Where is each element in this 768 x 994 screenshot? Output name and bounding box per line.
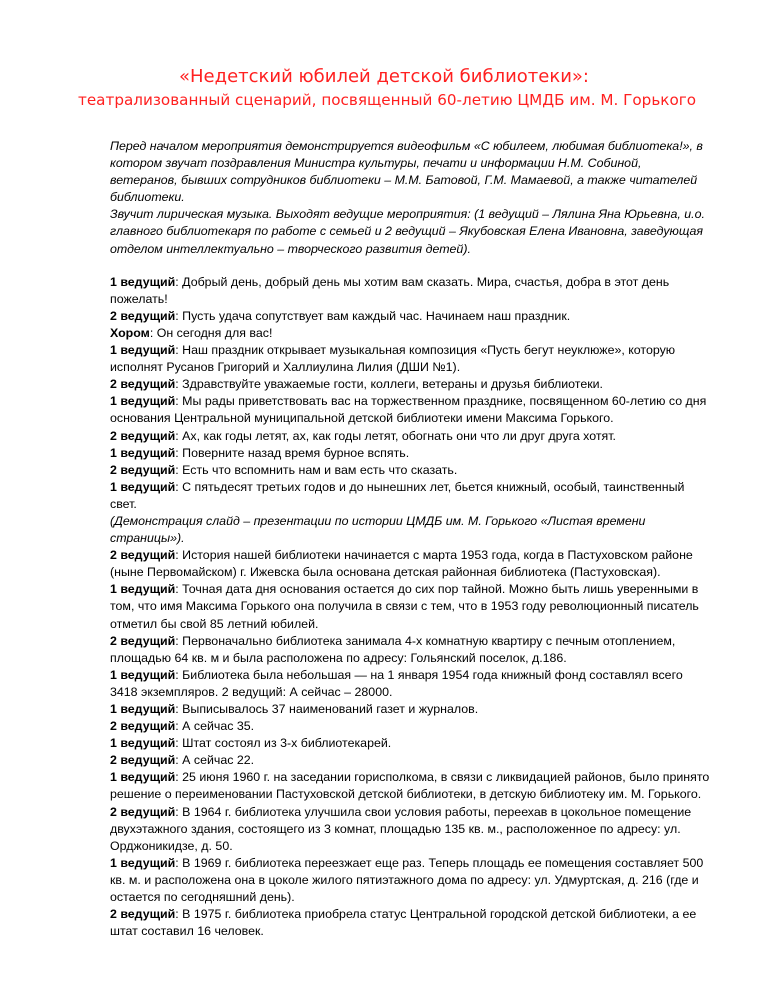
speaker-name: 1 ведущий: [110, 274, 176, 289]
speaker-name: 1 ведущий: [110, 702, 176, 716]
dialogue-line: [110, 428, 710, 445]
dialogue-line: [110, 376, 710, 393]
speaker-name: 2 ведущий: [110, 462, 176, 477]
dialogue-text: : Наш праздник открывает музыкальная композиция «Пусть бегут неуклюже», которую исполнят Русанов Григорий и Халлиулина Лилия (ДШИ №1).: [110, 343, 676, 375]
dialogue-text: : А сейчас 22.: [175, 753, 255, 768]
dialogue-text: : Он сегодня для вас!: [149, 325, 273, 340]
dialogue-line: [110, 769, 710, 803]
speaker-name: 2 ведущий: [110, 719, 176, 734]
dialogue-text: : Библиотека была небольшая — на 1 января 1954 года книжный фонд составлял всего 3418 экземпляров. 2 ведущий: А сейчас – 28000.: [110, 667, 683, 699]
document-subtitle: театрализованный сценарий, посвященный 60-летию ЦМДБ им. М. Горького: [77, 91, 697, 109]
dialogue-text: : А сейчас 35.: [175, 719, 255, 734]
speaker-name: 2 ведущий: [110, 548, 176, 563]
speaker-name: 2 ведущий: [110, 753, 176, 768]
dialogue-line: [110, 479, 710, 513]
speaker-name: 1 ведущий: [110, 855, 176, 870]
speaker-name: 2 ведущий: [110, 633, 176, 648]
dialogue-line: [110, 325, 710, 342]
dialogue-text: : 25 июня 1960 г. на заседании горисполкома, в связи с ликвидацией районов, было принято решение о переименовании Пастуховской детской библиотеки, в детскую библиотеку им. М. Горького.: [110, 770, 710, 802]
dialogue-text: : Здравствуйте уважаемые гости, коллеги, ветераны и друзья библиотеки.: [175, 377, 603, 392]
dialogue-line: [110, 804, 710, 855]
speaker-name: 1 ведущий: [110, 445, 176, 460]
dialogue-line: [110, 906, 710, 940]
dialogue-line: [110, 308, 710, 325]
intro-paragraph: Перед началом мероприятия демонстрируется видеофильм «С юбилеем, любимая библиотека!», в котором звучат поздравления Министра культуры, печати и информации Н.М. Собиной, ветеранов, бывших сотрудников библиотеки – М.М. Батовой, Г.М. Мамаевой, а также читателей библиотеки.: [110, 139, 703, 205]
dialogue-line: [110, 633, 710, 667]
dialogue-text: : Первоначально библиотека занимала 4-х комнатную квартиру с печным отоплением, площадью 64 кв. м и была расположена по адресу: Гольянский поселок, д.186.: [110, 633, 676, 665]
dialogue-line: [110, 701, 710, 718]
dialogue-line: [110, 462, 710, 479]
speaker-name: 2 ведущий: [110, 907, 176, 922]
dialogue-text: : История нашей библиотеки начинается с марта 1953 года, когда в Пастуховском районе (ныне Первомайском) г. Ижевска была основана детская районная библиотека (Пастуховская).: [110, 548, 693, 580]
dialogue-text: : Точная дата дня основания остается до сих пор тайной. Можно быть лишь уверенными в том, что имя Максима Горького она получила в связи с тем, что в 1953 году революционный писатель отметил бы свой 85 летний юбилей.: [110, 582, 699, 631]
dialogue-text: : Ах, как годы летят, ах, как годы летят, обогнать они что ли друг друга хотят.: [175, 428, 616, 443]
dialogue-line: [110, 718, 710, 735]
speaker-name: 1 ведущий: [110, 343, 176, 358]
dialogue-text: : Штат состоял из 3-х библиотекарей.: [175, 736, 392, 751]
dialogue-line: [110, 735, 710, 752]
dialogue-text: : Поверните назад время бурное вспять.: [175, 445, 410, 460]
dialogue-text: : В 1964 г. библиотека улучшила свои условия работы, переехав в цокольное помещение двухэтажного здания, состоящего из 3 комнат, площадью 135 кв. м., расположенное по адресу: ул. Орджоникидзе, д. 50.: [110, 804, 692, 853]
dialogue-text: : В 1975 г. библиотека приобрела статус Центральной городской детской библиотеки, а ее штат составил 16 человек.: [110, 907, 697, 939]
intro-block: [110, 138, 710, 258]
speaker-name: 1 ведущий: [110, 667, 176, 682]
speaker-name: 2 ведущий: [110, 804, 176, 819]
dialogue-line: [110, 752, 710, 769]
dialogue-line: [110, 393, 710, 427]
speaker-name: 2 ведущий: [110, 428, 176, 443]
dialogue-line: [110, 342, 710, 376]
dialogue-line: [110, 581, 710, 632]
stage-direction: (Демонстрация слайд – презентации по истории ЦМДБ им. М. Горького «Листая времени страницы»).: [110, 513, 646, 546]
speaker-name: 2 ведущий: [110, 308, 176, 323]
speaker-name: Хором: [110, 325, 150, 340]
script-dialogue: [110, 274, 710, 941]
dialogue-text: : Выписывалось 37 наименований газет и журналов.: [175, 702, 479, 716]
speaker-name: 1 ведущий: [110, 736, 176, 751]
dialogue-text: : Добрый день, добрый день мы хотим вам сказать. Мира, счастья, добра в этот день пожелать!: [110, 274, 670, 306]
dialogue-text: : Пусть удача сопутствует вам каждый час. Начинаем наш праздник.: [175, 308, 571, 323]
dialogue-line: [110, 667, 710, 701]
dialogue-text: : С пятьдесят третьих годов и до нынешних лет, бьется книжный, особый, таинственный свет.: [110, 479, 685, 511]
intro-paragraph: Звучит лирическая музыка. Выходят ведущие мероприятия: (1 ведущий – Лялина Яна Юрьевна, и.о. главного библиотекаря по работе с семьей и 2 ведущий – Якубовская Елена Ивановна, заведующая отделом интеллектуально – творческого развития детей).: [110, 207, 705, 256]
dialogue-line: [110, 274, 710, 308]
dialogue-line: [110, 445, 710, 462]
speaker-name: 1 ведущий: [110, 394, 176, 409]
dialogue-text: : В 1969 г. библиотека переезжает еще раз. Теперь площадь ее помещения составляет 500 кв. м. и расположена она в цоколе жилого пятиэтажного дома по адресу: ул. Удмуртская, д. 216 (где и остается по сегодняшний день).: [110, 855, 704, 905]
speaker-name: 2 ведущий: [110, 377, 176, 392]
dialogue-text: : Мы рады приветствовать вас на торжественном празднике, посвященном 60-летию со дня основания Центральной муниципальной детской библиотеки имени Максима Горького.: [110, 394, 707, 426]
document-title: «Недетский юбилей детской библиотеки»:: [179, 66, 589, 87]
dialogue-line: [110, 547, 710, 581]
speaker-name: 1 ведущий: [110, 770, 176, 785]
speaker-name: 1 ведущий: [110, 479, 176, 494]
dialogue-text: : Есть что вспомнить нам и вам есть что сказать.: [175, 462, 458, 477]
dialogue-line: [110, 855, 710, 906]
speaker-name: 1 ведущий: [110, 582, 176, 597]
